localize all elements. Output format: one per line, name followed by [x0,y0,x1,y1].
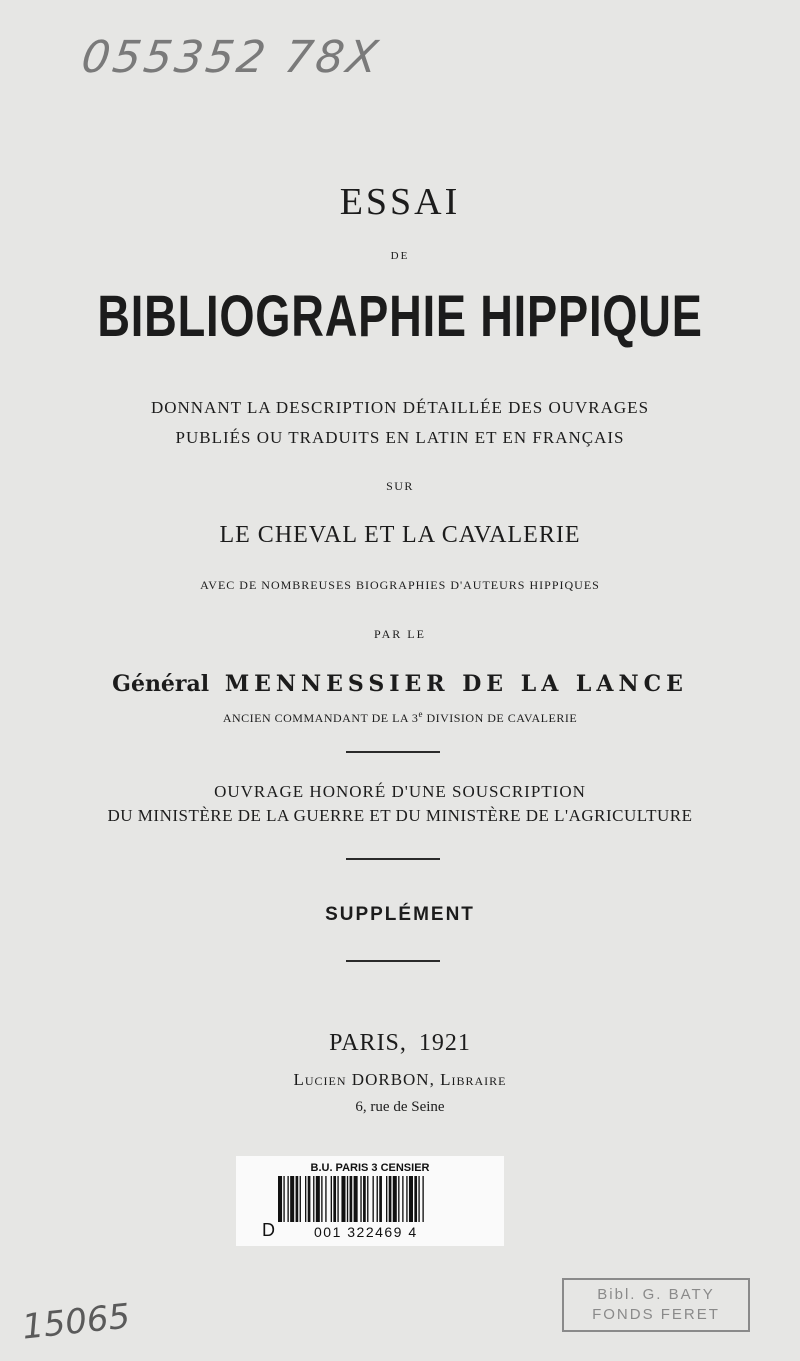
barcode-bar [350,1176,353,1222]
author-title [0,709,800,726]
barcode-bar [386,1176,387,1222]
main-title: BIBLIOGRAPHIE HIPPIQUE [97,284,703,349]
barcode-bar [379,1176,382,1222]
barcode-bar [406,1176,407,1222]
barcode-bar [337,1176,338,1222]
publisher-name: Lucien DORBON, [293,1070,435,1089]
divider-rule [346,858,440,860]
title-essai: ESSAI [339,181,461,223]
barcode-bar [422,1176,423,1222]
barcode-bar [305,1176,306,1222]
barcode-bar [418,1176,419,1222]
barcode-bar [290,1176,294,1222]
author-line [0,671,800,697]
barcode-bar [278,1176,282,1222]
author-title-pre: ANCIEN COMMANDANT DE LA 3 [222,711,419,725]
author-title-sup: e [418,709,423,719]
barcode-bar [325,1176,326,1222]
sur-text: SUR [386,479,414,493]
barcode-bar [333,1176,336,1222]
barcode-bar [296,1176,299,1222]
barcode-bar [363,1176,366,1222]
title-de: DE [390,250,410,262]
subject-title: LE CHEVAL ET LA CAVALERIE [219,522,581,548]
honor-line-1: OUVRAGE HONORÉ D'UNE SOUSCRIPTION [214,782,586,801]
barcode-bar [367,1176,368,1222]
barcode-bar [409,1176,413,1222]
imprint-city-year [0,1030,800,1057]
publisher-address: 6, rue de Seine [355,1099,445,1115]
publisher-role: Libraire [440,1070,507,1089]
barcode-bar [283,1176,284,1222]
stamp-line-2: FONDS FERET [592,1306,720,1323]
publisher-line [0,1070,800,1090]
subtitle-line-2: PUBLIÉS OU TRADUITS EN LATIN ET EN FRANÇAIS [175,428,625,447]
barcode-bar [393,1176,397,1222]
author-name: MENNESSIER DE LA LANCE [224,671,688,697]
barcode-bar [373,1176,374,1222]
stamp-line-1: Bibl. G. BATY [597,1286,715,1303]
author-rank: Général [112,671,210,697]
honor-line-2: DU MINISTÈRE DE LA GUERRE ET DU MINISTÈRE DE L'AGRICULTURE [107,806,693,825]
barcode-bar [398,1176,399,1222]
barcode-bar [300,1176,301,1222]
imprint-city: PARIS, [329,1030,407,1056]
library-stamp [562,1278,750,1332]
barcode-bar [313,1176,314,1222]
barcode-bar [414,1176,417,1222]
handwritten-inventory-number: 15065 [20,1296,132,1348]
barcode-bar [341,1176,345,1222]
barcode-number: 001 322469 4 [314,1224,418,1240]
barcode-bar [354,1176,358,1222]
barcode-bar [308,1176,311,1222]
barcode-bar [331,1176,332,1222]
barcode-bar [360,1176,361,1222]
divider-rule [346,751,440,753]
barcode-bar [377,1176,378,1222]
barcode-library-name: B.U. PARIS 3 CENSIER [310,1162,430,1174]
barcode-bar [389,1176,392,1222]
supplement-label: SUPPLÉMENT [325,904,475,925]
barcode-bar [347,1176,348,1222]
handwritten-call-number: 055352 78X [78,32,384,83]
barcode-bar [321,1176,322,1222]
barcode-bar [316,1176,320,1222]
imprint-year: 1921 [418,1030,471,1056]
barcode-bar [287,1176,288,1222]
subtitle-line-1: DONNANT LA DESCRIPTION DÉTAILLÉE DES OUVRAGES [150,398,650,417]
barcode-prefix: D [262,1220,275,1240]
barcode-bar [402,1176,403,1222]
author-title-post: DIVISION DE CAVALERIE [422,711,578,725]
divider-rule [346,960,440,962]
barcode-label [236,1156,504,1246]
par-le-text: PAR LE [374,627,426,641]
barcode-icon [278,1176,508,1222]
biographies-line: AVEC DE NOMBREUSES BIOGRAPHIES D'AUTEURS HIPPIQUES [200,578,600,592]
